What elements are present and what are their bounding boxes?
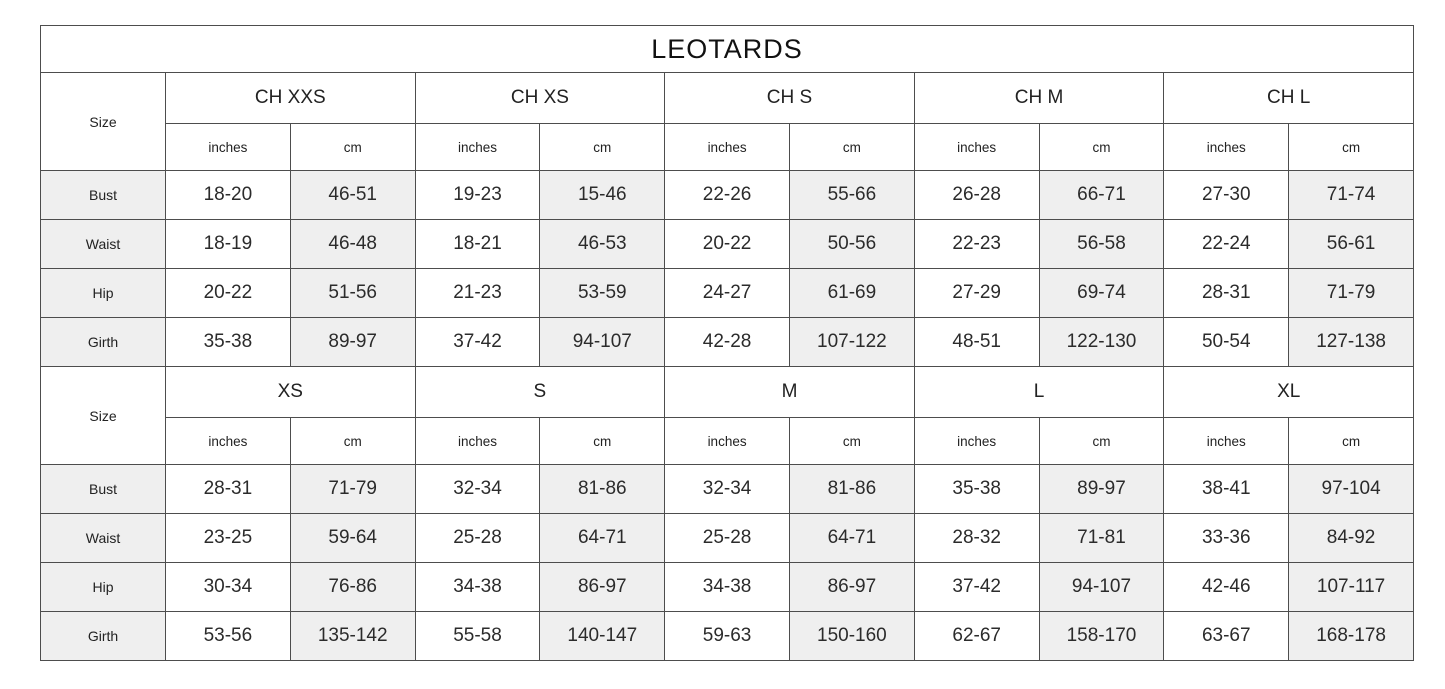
value-cm-cell: 107-117 [1289,563,1414,612]
value-inches-cell: 62-67 [914,612,1039,661]
value-inches-cell: 53-56 [166,612,291,661]
table-row [41,612,1414,661]
value-inches-cell: 32-34 [665,465,790,514]
value-cm-cell: 107-122 [789,318,914,367]
unit-header-inches: inches [166,124,291,171]
size-column-header: CH L [1164,73,1414,124]
value-inches-cell: 20-22 [665,220,790,269]
value-cm-cell: 168-178 [1289,612,1414,661]
value-cm-cell: 69-74 [1039,269,1164,318]
value-inches-cell: 19-23 [415,171,540,220]
value-inches-cell: 42-46 [1164,563,1289,612]
measurement-label: Waist [41,514,166,563]
value-cm-cell: 71-74 [1289,171,1414,220]
size-column-header: CH XS [415,73,665,124]
size-column-header: XL [1164,367,1414,418]
table-row [41,171,1414,220]
measurement-label: Bust [41,465,166,514]
unit-header-inches: inches [914,124,1039,171]
value-cm-cell: 61-69 [789,269,914,318]
value-cm-cell: 84-92 [1289,514,1414,563]
value-inches-cell: 59-63 [665,612,790,661]
value-inches-cell: 22-23 [914,220,1039,269]
unit-header-inches: inches [1164,418,1289,465]
value-inches-cell: 48-51 [914,318,1039,367]
chart-title: LEOTARDS [41,26,1414,73]
value-inches-cell: 18-21 [415,220,540,269]
unit-header-inches: inches [166,418,291,465]
value-inches-cell: 26-28 [914,171,1039,220]
size-column-header: M [665,367,915,418]
table-row [41,220,1414,269]
value-inches-cell: 24-27 [665,269,790,318]
measurement-label: Girth [41,318,166,367]
size-column-header: CH M [914,73,1164,124]
value-cm-cell: 135-142 [290,612,415,661]
unit-header-cm: cm [540,124,665,171]
unit-header-cm: cm [1039,124,1164,171]
value-cm-cell: 89-97 [1039,465,1164,514]
size-column-header: XS [166,367,416,418]
measurement-label: Bust [41,171,166,220]
size-header-cell: Size [41,367,166,465]
value-cm-cell: 71-79 [290,465,415,514]
value-cm-cell: 86-97 [789,563,914,612]
value-cm-cell: 81-86 [540,465,665,514]
table-row [41,514,1414,563]
value-inches-cell: 21-23 [415,269,540,318]
value-cm-cell: 71-79 [1289,269,1414,318]
value-cm-cell: 76-86 [290,563,415,612]
value-inches-cell: 18-19 [166,220,291,269]
size-column-header: L [914,367,1164,418]
value-inches-cell: 28-31 [1164,269,1289,318]
value-inches-cell: 25-28 [665,514,790,563]
value-cm-cell: 89-97 [290,318,415,367]
value-inches-cell: 25-28 [415,514,540,563]
table-row [41,465,1414,514]
value-cm-cell: 71-81 [1039,514,1164,563]
value-inches-cell: 63-67 [1164,612,1289,661]
value-inches-cell: 37-42 [914,563,1039,612]
value-inches-cell: 42-28 [665,318,790,367]
value-cm-cell: 46-53 [540,220,665,269]
unit-header-inches: inches [415,124,540,171]
value-cm-cell: 51-56 [290,269,415,318]
value-cm-cell: 140-147 [540,612,665,661]
unit-header-cm: cm [1289,418,1414,465]
value-cm-cell: 50-56 [789,220,914,269]
measurement-label: Girth [41,612,166,661]
unit-header-cm: cm [1289,124,1414,171]
unit-header-cm: cm [1039,418,1164,465]
size-column-header: CH XXS [166,73,416,124]
value-inches-cell: 27-29 [914,269,1039,318]
unit-header-cm: cm [540,418,665,465]
value-inches-cell: 55-58 [415,612,540,661]
value-cm-cell: 46-51 [290,171,415,220]
value-inches-cell: 28-32 [914,514,1039,563]
value-inches-cell: 20-22 [166,269,291,318]
unit-header-cm: cm [290,124,415,171]
value-cm-cell: 55-66 [789,171,914,220]
value-inches-cell: 22-24 [1164,220,1289,269]
value-inches-cell: 28-31 [166,465,291,514]
table-row [41,269,1414,318]
value-cm-cell: 122-130 [1039,318,1164,367]
measurement-label: Waist [41,220,166,269]
size-column-header: S [415,367,665,418]
value-cm-cell: 81-86 [789,465,914,514]
unit-header-inches: inches [665,124,790,171]
value-cm-cell: 94-107 [1039,563,1164,612]
value-inches-cell: 27-30 [1164,171,1289,220]
value-inches-cell: 34-38 [415,563,540,612]
value-cm-cell: 66-71 [1039,171,1164,220]
measurement-label: Hip [41,269,166,318]
unit-header-inches: inches [415,418,540,465]
unit-header-cm: cm [789,418,914,465]
value-inches-cell: 34-38 [665,563,790,612]
value-cm-cell: 59-64 [290,514,415,563]
unit-header-inches: inches [1164,124,1289,171]
value-cm-cell: 127-138 [1289,318,1414,367]
value-cm-cell: 56-61 [1289,220,1414,269]
value-inches-cell: 18-20 [166,171,291,220]
value-inches-cell: 22-26 [665,171,790,220]
unit-header-inches: inches [914,418,1039,465]
value-cm-cell: 46-48 [290,220,415,269]
value-inches-cell: 30-34 [166,563,291,612]
size-column-header: CH S [665,73,915,124]
table-row [41,318,1414,367]
value-cm-cell: 56-58 [1039,220,1164,269]
value-inches-cell: 38-41 [1164,465,1289,514]
value-inches-cell: 35-38 [914,465,1039,514]
value-inches-cell: 33-36 [1164,514,1289,563]
value-cm-cell: 64-71 [540,514,665,563]
unit-header-cm: cm [290,418,415,465]
unit-header-inches: inches [665,418,790,465]
size-header-cell: Size [41,73,166,171]
value-cm-cell: 64-71 [789,514,914,563]
unit-header-cm: cm [789,124,914,171]
value-cm-cell: 158-170 [1039,612,1164,661]
value-cm-cell: 86-97 [540,563,665,612]
value-cm-cell: 150-160 [789,612,914,661]
value-inches-cell: 32-34 [415,465,540,514]
leotards-size-chart [40,25,1414,661]
value-inches-cell: 37-42 [415,318,540,367]
value-inches-cell: 50-54 [1164,318,1289,367]
table-row [41,563,1414,612]
value-inches-cell: 35-38 [166,318,291,367]
value-cm-cell: 97-104 [1289,465,1414,514]
value-inches-cell: 23-25 [166,514,291,563]
measurement-label: Hip [41,563,166,612]
value-cm-cell: 53-59 [540,269,665,318]
value-cm-cell: 94-107 [540,318,665,367]
value-cm-cell: 15-46 [540,171,665,220]
